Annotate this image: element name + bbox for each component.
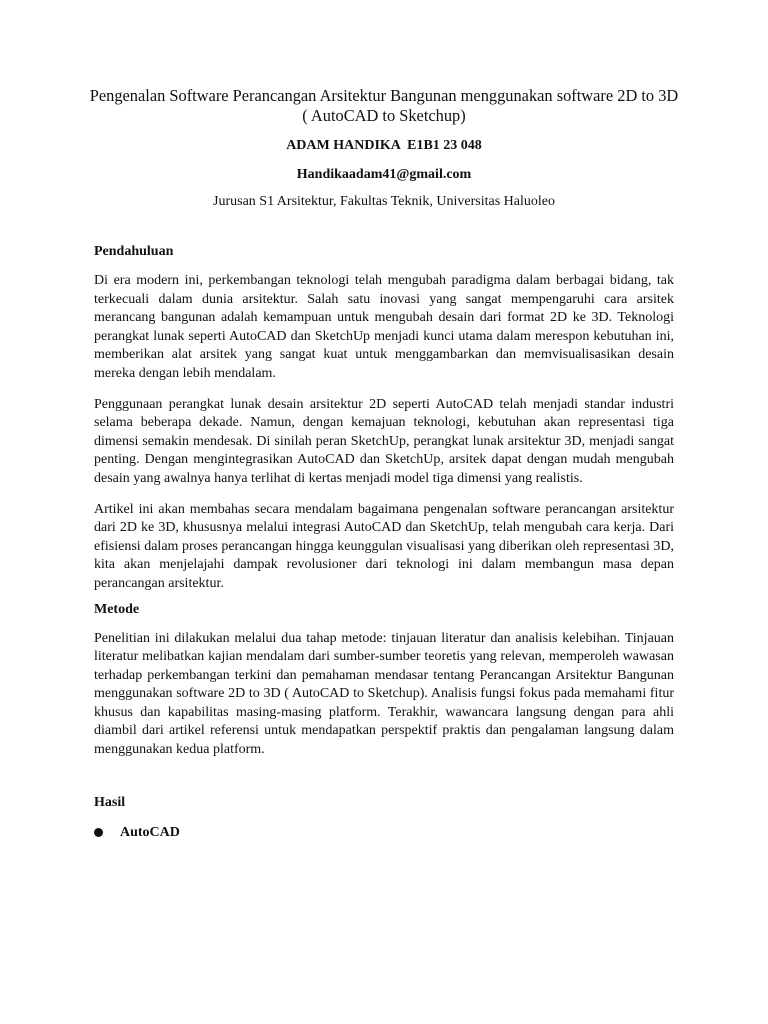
introduction-paragraph-1: Di era modern ini, perkembangan teknologi telah mengubah paradigma dalam berbagai bidang, tak terkecuali dalam dunia arsitektur. Salah satu inovasi yang sangat mempengaruhi cara arsitek merancang bangunan adalah kemampuan untuk mengubah desain dari format 2D ke 3D. Teknologi perangkat lunak seperti AutoCAD dan SketchUp menjadi kunci utama dalam merespon kebutuhan ini, memberikan alat arsitek yang sangat kuat untuk menggambarkan dan memvisualisasikan desain mereka dengan lebih mendalam. bbox=[94, 273, 674, 381]
results-bullet-label: AutoCAD bbox=[120, 824, 180, 840]
paper-title: Pengenalan Software Perancangan Arsitektur Bangunan menggunakan software 2D to 3D ( AutoCAD to Sketchup) bbox=[89, 86, 679, 125]
introduction-paragraph-2: Penggunaan perangkat lunak desain arsitektur 2D seperti AutoCAD telah menjadi standar industri selama beberapa dekade. Namun, dengan kemajuan teknologi, kebutuhan akan representasi tiga dimensi semakin mendesak. Di sinilah peran SketchUp, perangkat lunak arsitektur 3D, menjadi sangat penting. Dengan mengintegrasikan AutoCAD dan SketchUp, arsitek dapat dengan mudah mengubah desain yang awalnya hanya terlihat di kertas menjadi model tiga dimensi yang realistis. bbox=[94, 396, 674, 486]
section-heading-introduction: Pendahuluan bbox=[94, 244, 174, 259]
author-affiliation: Jurusan S1 Arsitektur, Fakultas Teknik, Universitas Haluoleo bbox=[213, 194, 555, 209]
author-email: Handikaadam41@gmail.com bbox=[296, 167, 472, 182]
section-heading-method: Metode bbox=[94, 601, 140, 617]
method-paragraph-1: Penelitian ini dilakukan melalui dua tahap metode: tinjauan literatur dan analisis kelebihan. Tinjauan literatur melibatkan kajian mendalam dari sumber-sumber teoretis yang relevan, memperoleh wawasan terhadap perkembangan terkini dan pemahaman mendasar tentang Perancangan Arsitektur Bangunan menggunakan software 2D to 3D ( AutoCAD to Sketchup). Analisis fungsi fokus pada memahami fitur khusus dan kapabilitas masing-masing platform. Terakhir, wawancara langsung dengan para ahli diambil dari artikel referensi untuk mendapatkan perspektif praktis dan pengalaman langsung dalam menggunakan kedua platform. bbox=[94, 630, 674, 758]
section-heading-results: Hasil bbox=[94, 794, 126, 810]
author-line: ADAM HANDIKA E1B1 23 048 bbox=[286, 138, 482, 153]
introduction-paragraph-3: Artikel ini akan membahas secara mendalam bagaimana pengenalan software perancangan arsitektur dari 2D ke 3D, khususnya melalui integrasi AutoCAD dan SketchUp, telah mengubah cara kerja. Dari efisiensi dalam proses perancangan hingga keunggulan visualisasi yang diberikan oleh representasi 3D, kita akan menjelajahi dampak revolusioner dari teknologi ini dalam membangun masa depan perancangan arsitektur. bbox=[94, 501, 674, 591]
results-bullet-item bbox=[94, 824, 674, 842]
bullet-dot-icon bbox=[94, 828, 103, 837]
